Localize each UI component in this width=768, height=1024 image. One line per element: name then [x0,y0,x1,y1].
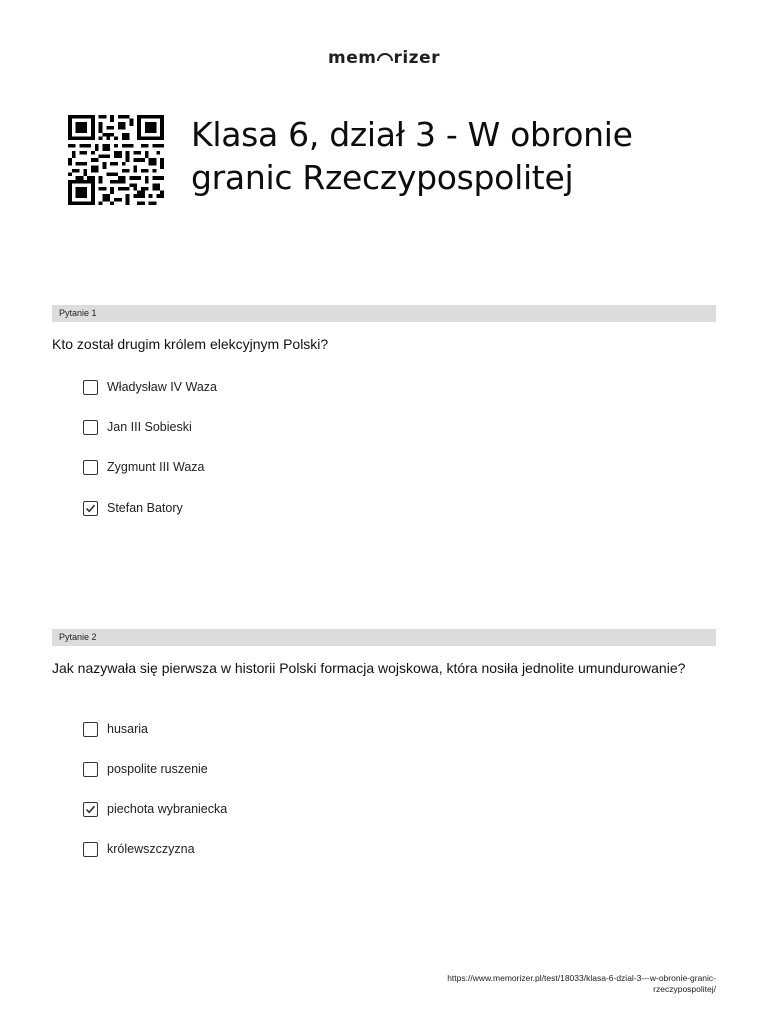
qr-code-icon [68,115,164,205]
logo-text-start: mem [328,48,377,68]
question-text: Kto został drugim królem elekcyjnym Polski? [52,336,329,352]
question-number: Pytanie 2 [59,632,97,642]
answer-option[interactable] [83,759,208,779]
answer-label: pospolite ruszenie [107,762,208,776]
logo-text-end: rizer [393,48,440,68]
answer-label: królewszczyzna [107,842,195,856]
answer-label: Zygmunt III Waza [107,460,205,474]
page-title: Klasa 6, dział 3 - W obronie granic Rzeczypospolitej [191,115,633,197]
answer-option[interactable] [83,839,195,859]
answer-label: piechota wybraniecka [107,802,228,816]
checkmark-icon [85,804,96,815]
answer-checkbox[interactable] [83,842,98,857]
answer-checkbox[interactable] [83,460,98,475]
answer-checkbox[interactable] [83,762,98,777]
answer-checkbox[interactable] [83,722,98,737]
answer-option[interactable] [83,377,217,397]
answer-label: Jan III Sobieski [107,420,192,434]
question-header-bar [52,629,716,646]
answer-option[interactable] [83,719,148,739]
question-text: Jak nazywała się pierwsza w historii Polski formacja wojskowa, która nosiła jednolite umundurowanie? [52,660,686,676]
question-header-bar [52,305,716,322]
answer-checkbox-checked[interactable] [83,501,98,516]
answer-option[interactable] [83,457,204,477]
answer-checkbox-checked[interactable] [83,802,98,817]
logo-arc-icon [377,53,393,61]
answer-checkbox[interactable] [83,420,98,435]
answer-checkbox[interactable] [83,380,98,395]
footer-url[interactable]: https://www.memorizer.pl/test/18033/klasa-6-dzial-3---w-obronie-granic-rzeczypospolitej/ [447,973,716,994]
checkmark-icon [85,503,96,514]
answer-label: Stefan Batory [107,501,183,515]
answer-label: Władysław IV Waza [107,380,217,394]
memorizer-logo [0,44,768,72]
answer-option[interactable] [83,498,183,518]
answer-label: husaria [107,722,148,736]
question-number: Pytanie 1 [59,308,97,318]
answer-option[interactable] [83,417,192,437]
answer-option[interactable] [83,799,227,819]
